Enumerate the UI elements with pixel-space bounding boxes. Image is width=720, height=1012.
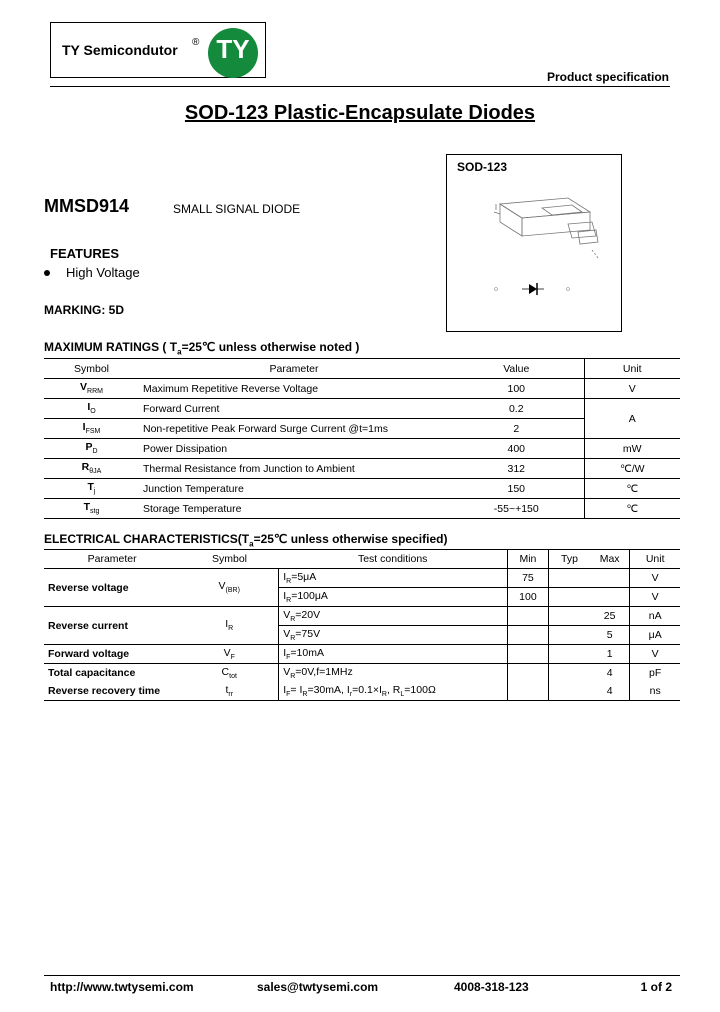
document-title: SOD-123 Plastic-Encapsulate Diodes	[184, 102, 536, 124]
footer-divider	[44, 975, 680, 976]
unit-cell: ns	[630, 682, 680, 701]
typ-cell	[549, 626, 590, 645]
symbol-cell: $V_F$	[180, 645, 278, 664]
product-specification-label: Product specification	[546, 70, 669, 84]
value-cell: 2	[513, 422, 520, 435]
table-row	[44, 399, 680, 419]
footer-phone: 4008-318-123	[454, 980, 529, 994]
unit-cell: V	[584, 379, 680, 399]
condition-cell: $I_R=5\mu A$	[279, 569, 507, 588]
col-value: Value	[449, 359, 584, 379]
table-row	[44, 569, 680, 588]
table-row	[44, 479, 680, 499]
parameter-cell: Storage Temperature	[143, 502, 242, 515]
col-unit: Unit	[630, 550, 680, 569]
col-symbol: Symbol	[180, 550, 278, 569]
table-row	[44, 439, 680, 459]
condition-cell: $I_F=10mA$	[279, 645, 507, 664]
max-ratings-table	[44, 358, 680, 519]
parameter-cell: Power Dissipation	[143, 442, 228, 455]
parameter-cell: Reverse current	[44, 607, 180, 645]
unit-cell: ℃	[584, 499, 680, 519]
min-cell	[507, 682, 548, 701]
symbol-cell: $I_R$	[180, 607, 278, 645]
unit-cell: V	[630, 645, 680, 664]
registered-mark: ®	[192, 37, 200, 48]
parameter-cell: Non-repetitive Peak Forward Surge Current @t=1ms	[143, 422, 388, 435]
symbol-cell: $R_{\theta JA}$	[81, 461, 102, 476]
table-row	[44, 664, 680, 683]
part-description: SMALL SIGNAL DIODE	[173, 202, 301, 216]
unit-cell: pF	[630, 664, 680, 683]
footer-url[interactable]: http://www.twtysemi.com	[50, 980, 194, 994]
footer-email[interactable]: sales@twtysemi.com	[257, 980, 379, 994]
electrical-table	[44, 549, 680, 701]
unit-cell: A	[584, 399, 680, 439]
symbol-cell: $T_{stg}$	[83, 501, 100, 516]
table-row	[44, 379, 680, 399]
sod123-package-drawing	[480, 190, 610, 300]
col-min: Min	[507, 550, 548, 569]
unit-cell: ℃/W	[584, 459, 680, 479]
page-number: 1 of 2	[640, 980, 672, 994]
col-typ: Typ	[549, 550, 590, 569]
symbol-cell: $P_D$	[85, 441, 98, 456]
table-header-row	[44, 359, 680, 379]
value-cell: 0.2	[508, 402, 524, 415]
symbol-cell: $V_{RRM}$	[80, 381, 103, 396]
table-row	[44, 645, 680, 664]
unit-cell: V	[630, 569, 680, 588]
symbol-cell: $I_O$	[87, 401, 96, 416]
parameter-cell: Reverse recovery time	[44, 682, 180, 701]
col-test-conditions: Test conditions	[279, 550, 507, 569]
features-heading: FEATURES	[50, 246, 120, 261]
logo-ty-text: TY	[216, 34, 250, 64]
value-cell: 150	[507, 482, 526, 495]
marking: MARKING: 5D	[44, 303, 124, 317]
typ-cell	[549, 569, 590, 588]
parameter-cell: Forward voltage	[44, 645, 180, 664]
parameter-cell: Reverse voltage	[44, 569, 180, 607]
min-cell: 75	[507, 569, 548, 588]
part-number: MMSD914	[44, 196, 130, 216]
symbol-cell: $V_{(BR)}$	[180, 569, 278, 607]
min-cell	[507, 664, 548, 683]
condition-cell: $I_F= I_R=30mA$, $I_r=0.1\times I_R$, $R_L=100\Omega$	[279, 682, 507, 701]
table-row	[44, 499, 680, 519]
bullet-icon	[44, 270, 50, 276]
typ-cell	[549, 664, 590, 683]
parameter-cell: Thermal Resistance from Junction to Ambient	[143, 462, 355, 475]
col-parameter: Parameter	[139, 359, 449, 379]
table-header-row	[44, 550, 680, 569]
max-cell	[590, 588, 630, 607]
condition-cell: $V_R=0V,f=1MHz$	[279, 664, 507, 683]
typ-cell	[549, 607, 590, 626]
parameter-cell: Junction Temperature	[143, 482, 244, 495]
typ-cell	[549, 645, 590, 664]
symbol-cell: $C_{tot}$	[221, 665, 237, 681]
max-cell: 1	[590, 645, 630, 664]
diode-symbol-icon	[522, 283, 544, 295]
parameter-cell: Forward Current	[143, 402, 220, 415]
max-cell: 4	[606, 667, 613, 679]
feature-item: High Voltage	[66, 265, 140, 280]
table-row	[44, 459, 680, 479]
min-cell: 100	[507, 588, 548, 607]
max-cell: 25	[590, 607, 630, 626]
min-cell	[507, 626, 548, 645]
condition-cell: $I_R=100\mu A$	[279, 588, 507, 607]
unit-cell: ℃	[584, 479, 680, 499]
value-cell: 100	[507, 382, 526, 395]
value-cell: 400	[507, 442, 526, 455]
min-cell	[507, 645, 548, 664]
max-ratings-title: MAXIMUM RATINGS ( $T_a=25℃$ unless otherwise noted )	[44, 340, 360, 357]
col-unit: Unit	[584, 359, 680, 379]
min-cell	[507, 607, 548, 626]
typ-cell	[549, 682, 590, 701]
max-cell: 4	[590, 682, 630, 701]
max-cell	[590, 569, 630, 588]
unit-cell: nA	[630, 607, 680, 626]
company-name: TY Semicondutor	[62, 42, 178, 58]
col-parameter: Parameter	[44, 550, 180, 569]
max-cell: 5	[590, 626, 630, 645]
symbol-cell: $T_j$	[87, 481, 96, 496]
condition-cell: $V_R=20V$	[279, 607, 507, 626]
parameter-cell: Total capacitance	[48, 667, 136, 679]
header-divider	[50, 86, 670, 87]
table-row	[44, 607, 680, 626]
package-label: SOD-123	[457, 160, 508, 174]
symbol-cell: $t_{rr}$	[180, 682, 278, 701]
value-cell: 312	[507, 462, 526, 475]
unit-cell: mW	[584, 439, 680, 459]
condition-cell: $V_R=75V$	[279, 626, 507, 645]
parameter-cell: Maximum Repetitive Reverse Voltage	[143, 382, 319, 395]
symbol-cell: $I_{FSM}$	[82, 421, 101, 436]
unit-cell: μA	[630, 626, 680, 645]
electrical-title: ELECTRICAL $CHARACTERISTICS(T_a=25℃$ unless otherwise specified)	[44, 532, 448, 549]
value-cell: -55~+150	[493, 502, 539, 515]
typ-cell	[549, 588, 590, 607]
col-max: Max	[590, 550, 630, 569]
unit-cell: V	[630, 588, 680, 607]
col-symbol: Symbol	[44, 359, 139, 379]
table-row	[44, 682, 680, 701]
